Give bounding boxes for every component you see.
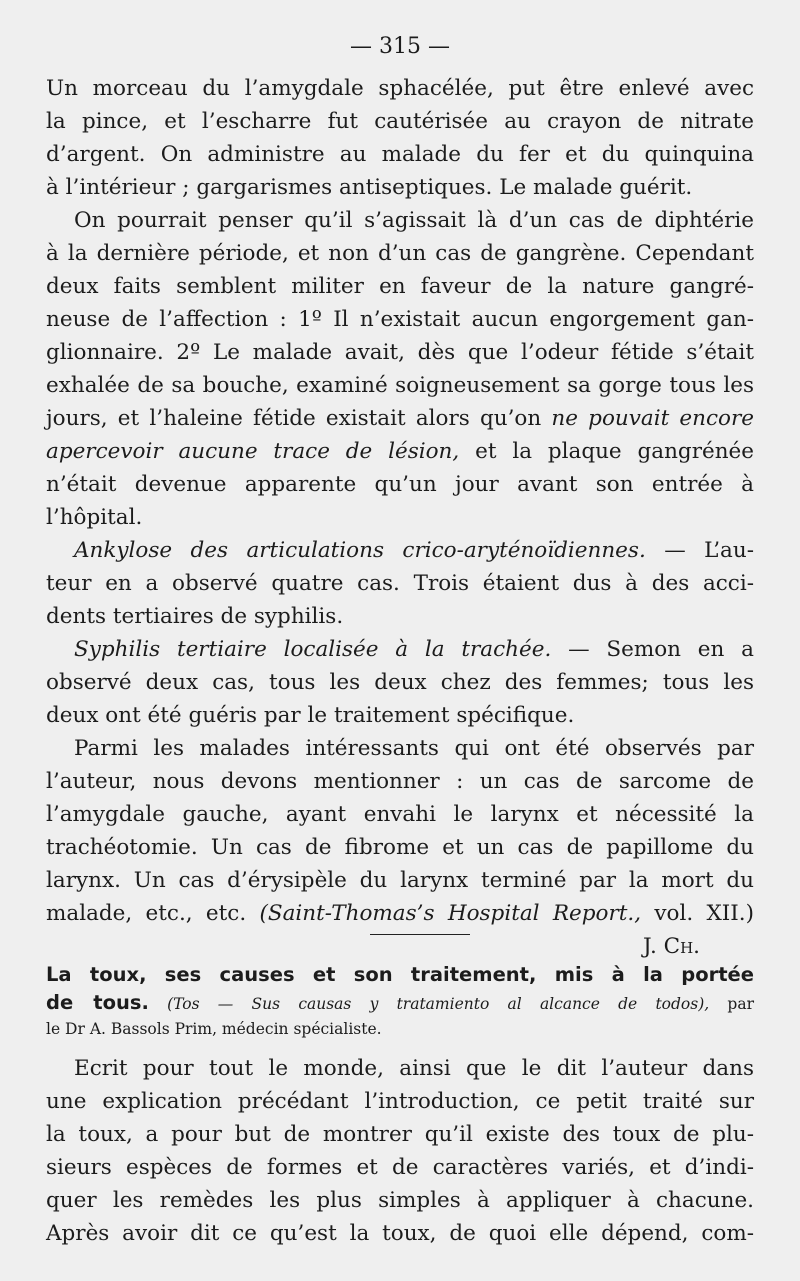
- italic-span: (Saint-Thomas’s Hospital Report.,: [259, 901, 642, 926]
- text-line: à l’intérieur ; gargarismes antiseptiques. Le malade guérit.: [46, 175, 693, 200]
- text-line: d’argent. On administre au malade du fer et du quinquina: [46, 142, 754, 167]
- text-line: la toux, a pour but de montrer qu’il existe des toux de plu-: [46, 1122, 754, 1147]
- text-span: — L’au-: [645, 538, 754, 563]
- text-line: Ecrit pour tout le monde, ainsi que le dit l’auteur dans: [74, 1056, 754, 1081]
- text-line: [46, 633, 754, 666]
- text-line: dents tertiaires de syphilis.: [46, 604, 344, 629]
- section-divider: [370, 934, 470, 935]
- text-line: Après avoir dit ce qu’est la toux, de quoi elle dépend, com-: [46, 1221, 754, 1246]
- text-line: une explication précédant l’introduction, ce petit traité sur: [46, 1089, 754, 1114]
- review-original-title: (Tos — Sus causas y tratamiento al alcance de todos),: [148, 995, 710, 1013]
- text-line: l’auteur, nous devons mentionner : un cas de sarcome de: [46, 769, 754, 794]
- text-line: deux ont été guéris par le traitement spécifique.: [46, 703, 575, 728]
- section-title-ankylose: Ankylose des articulations crico-aryténoïdiennes.: [74, 538, 646, 563]
- text-line: On pourrait penser qu’il s’agissait là d’un cas de diphtérie: [74, 208, 754, 233]
- section-title-syphilis: Syphilis tertiaire localisée à la trachée.: [74, 637, 552, 662]
- text-line: l’amygdale gauche, ayant envahi le larynx et nécessité la: [46, 802, 754, 827]
- review-title: La toux, ses causes et son traitement, mis à la portée: [46, 963, 754, 986]
- text-line: [46, 897, 754, 930]
- text-line: teur en a observé quatre cas. Trois étaient dus à des acci-: [46, 571, 754, 596]
- bottom-text: [46, 1052, 754, 1250]
- text-line: Un morceau du l’amygdale sphacélée, put être enlevé avec: [46, 76, 754, 101]
- text-line: glionnaire. 2º Le malade avait, dès que l’odeur fétide s’était: [46, 340, 754, 365]
- review-title-line2: [46, 990, 754, 1016]
- top-text: [46, 72, 754, 963]
- text-line: [46, 534, 754, 567]
- page-number: — 315 —: [350, 34, 450, 59]
- text-line: quer les remèdes les plus simples à appliquer à chacune.: [46, 1188, 754, 1213]
- text-line: observé deux cas, tous les deux chez des femmes; tous les: [46, 670, 754, 695]
- text-line: [46, 435, 754, 468]
- text-span: jours, et l’haleine fétide existait alors qu’on: [46, 406, 542, 431]
- text-line: exhalée de sa bouche, examiné soigneusement sa gorge tous les: [46, 373, 754, 398]
- text-line: deux faits semblent militer en faveur de la nature gangré-: [46, 274, 754, 299]
- text-line: Parmi les malades intéressants qui ont été observés par: [74, 736, 754, 761]
- text-line: sieurs espèces de formes et de caractères variés, et d’indi-: [46, 1155, 754, 1180]
- text-line: trachéotomie. Un cas de fibrome et un cas de papillome du: [46, 835, 754, 860]
- text-line: [46, 402, 754, 435]
- review-heading: [46, 960, 754, 1042]
- text-line: à la dernière période, et non d’un cas de gangrène. Cependant: [46, 241, 754, 266]
- text-span: vol. XII.): [641, 901, 755, 926]
- text-line: larynx. Un cas d’érysipèle du larynx terminé par la mort du: [46, 868, 754, 893]
- text-span: et la plaque gangrénée: [475, 439, 754, 464]
- text-line: n’était devenue apparente qu’un jour avant son entrée à: [46, 472, 754, 497]
- text-span: par: [709, 995, 755, 1013]
- text-span: malade, etc., etc.: [46, 901, 260, 926]
- signature: J. Ch.: [643, 934, 700, 959]
- italic-span: ne pouvait encore: [551, 406, 754, 431]
- review-author: le Dr A. Bassols Prim, médecin spécialiste.: [46, 1020, 382, 1038]
- italic-span: apercevoir aucune trace de lésion,: [46, 439, 460, 464]
- text-line: la pince, et l’escharre fut cautérisée au crayon de nitrate: [46, 109, 754, 134]
- text-span: — Semon en a: [551, 637, 754, 662]
- text-line: neuse de l’affection : 1º Il n’existait aucun engorgement gan-: [46, 307, 754, 332]
- review-title-end: de tous.: [46, 991, 149, 1014]
- text-line: l’hôpital.: [46, 505, 143, 530]
